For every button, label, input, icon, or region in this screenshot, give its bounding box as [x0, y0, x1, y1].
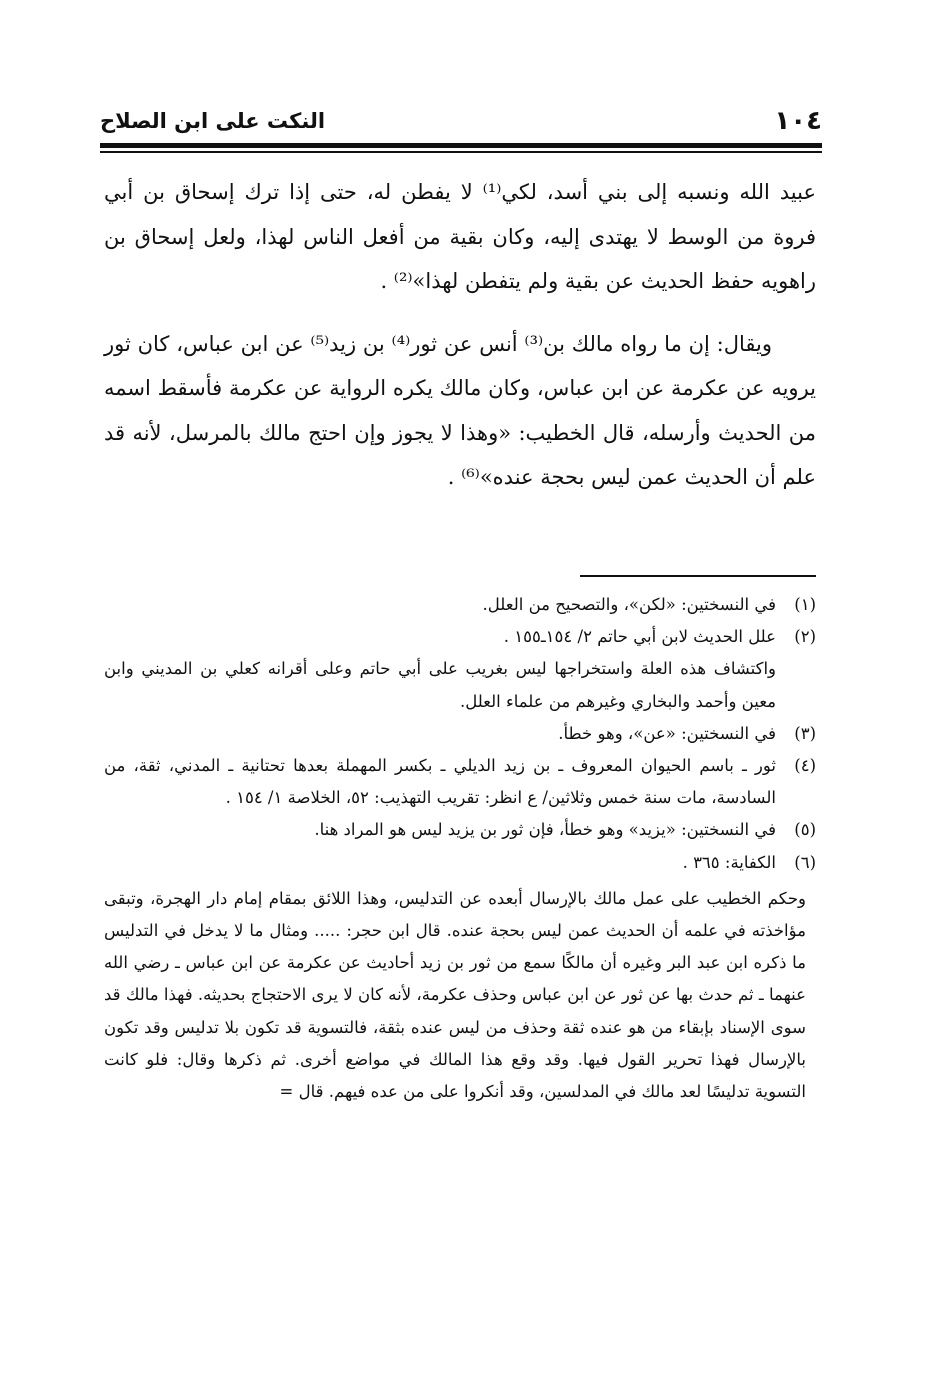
- footnote-2-note: واكتشاف هذه العلة واستخراجها ليس بغريب على أبي حاتم وعلى أقرانه كعلي بن المديني وابن معين وأحمد والبخاري وغيرهم من علماء العلل.: [104, 659, 776, 711]
- footnote-text: علل الحديث لابن أبي حاتم ٢/ ١٥٤ـ١٥٥ .: [503, 627, 776, 647]
- footnote-4: [104, 750, 816, 814]
- footnote-separator: [580, 575, 816, 577]
- paragraph-1: عبيد الله ونسبه إلى بني أسد، لكي⁽¹⁾ لا يفطن له، حتى إذا ترك إسحاق بن أبي فروة من الوسط لا يهتدى إليه، وكان بقية من أفعل الناس لهذا، ولعل إسحاق بن راهويه حفظ الحديث عن بقية ولم يتفطن لهذا»⁽²⁾ .: [104, 180, 816, 293]
- footnote-text: في النسختين: «يزيد» وهو خطأ، فإن ثور بن يزيد ليس هو المراد هنا.: [314, 820, 776, 840]
- footnote-text: الكفاية: ٣٦٥ .: [682, 852, 776, 872]
- footnote-6-note: وحكم الخطيب على عمل مالك بالإرسال أبعده عن التدليس، وهذا اللائق بمقام إمام دار الهجرة، وتبقى مؤاخذته في علمه أن الحديث عمن ليس بحجة عنده. قال ابن حجر: ..... ومثال ما لا يدخل في التدليس ما ذكره ابن عبد البر وغيره أن مالكًا سمع من ثور بن زيد أحاديث عن عكرمة عن ابن عباس ـ رضي الله عنهما ـ ثم حدث بها عن ثور عن ابن عباس وحذف عكرمة، لأنه كان لا يرى الاحتجاج بحديثه. فهذا مالك قد سوى الإسناد بإبقاء من هو عنده ثقة وحذف من ليس عنده بثقة، فالتسوية قد تكون بلا تدليس وقد تكون بالإرسال فهذا تحرير القول فيها. وقد وقع هذا المالك في مواضع أخرى. ثم ذكرها وقال: فلو كانت التسوية تدليسًا لعد مالك في المدلسين، وقد أنكروا على من عده فيهم. قال =: [104, 888, 806, 1102]
- footnote-5: [104, 814, 816, 846]
- footnote-number: (٤): [794, 756, 816, 776]
- footnote-text: في النسختين: «لكن»، والتصحيح من العلل.: [482, 595, 776, 614]
- footnote-1: [104, 589, 816, 621]
- header-rule-thick: [100, 143, 822, 148]
- footnote-3: [104, 718, 816, 750]
- page-number: ١٠٤: [774, 106, 822, 136]
- footnote-number: (٢): [794, 627, 816, 647]
- header-rule-thin: [100, 151, 822, 153]
- footnote-number: (٦): [794, 852, 816, 872]
- footnotes: [104, 589, 816, 1108]
- main-text: [104, 170, 816, 500]
- page-header: [100, 104, 822, 140]
- footnote-number: (٥): [794, 820, 816, 840]
- footnote-number: (١): [794, 595, 816, 614]
- footnote-number: (٣): [794, 723, 816, 743]
- footnote-text: في النسختين: «عن»، وهو خطأ.: [558, 723, 776, 743]
- footnote-6: [104, 847, 816, 879]
- footnote-2: [104, 621, 816, 653]
- running-title: النكت على ابن الصلاح: [100, 109, 326, 133]
- footnote-text: ثور ـ باسم الحيوان المعروف ـ بن زيد الديلي ـ بكسر المهملة بعدها تحتانية ـ المدني، ثقة، من السادسة، مات سنة خمس وثلاثين/ ع انظر: تقريب التهذيب: ٥٢، الخلاصة ١/ ١٥٤ .: [104, 756, 776, 808]
- paragraph-2: ويقال: إن ما رواه مالك بن⁽³⁾ أنس عن ثور⁽⁴⁾ بن زيد⁽⁵⁾ عن ابن عباس، كان ثور يرويه عن عكرمة عن ابن عباس، وكان مالك يكره الرواية عن عكرمة فأسقط اسمه من الحديث وأرسله، قال الخطيب: «وهذا لا يجوز وإن احتج مالك بالمرسل، لأنه قد علم أن الحديث عمن ليس بحجة عنده»⁽⁶⁾ .: [104, 331, 816, 489]
